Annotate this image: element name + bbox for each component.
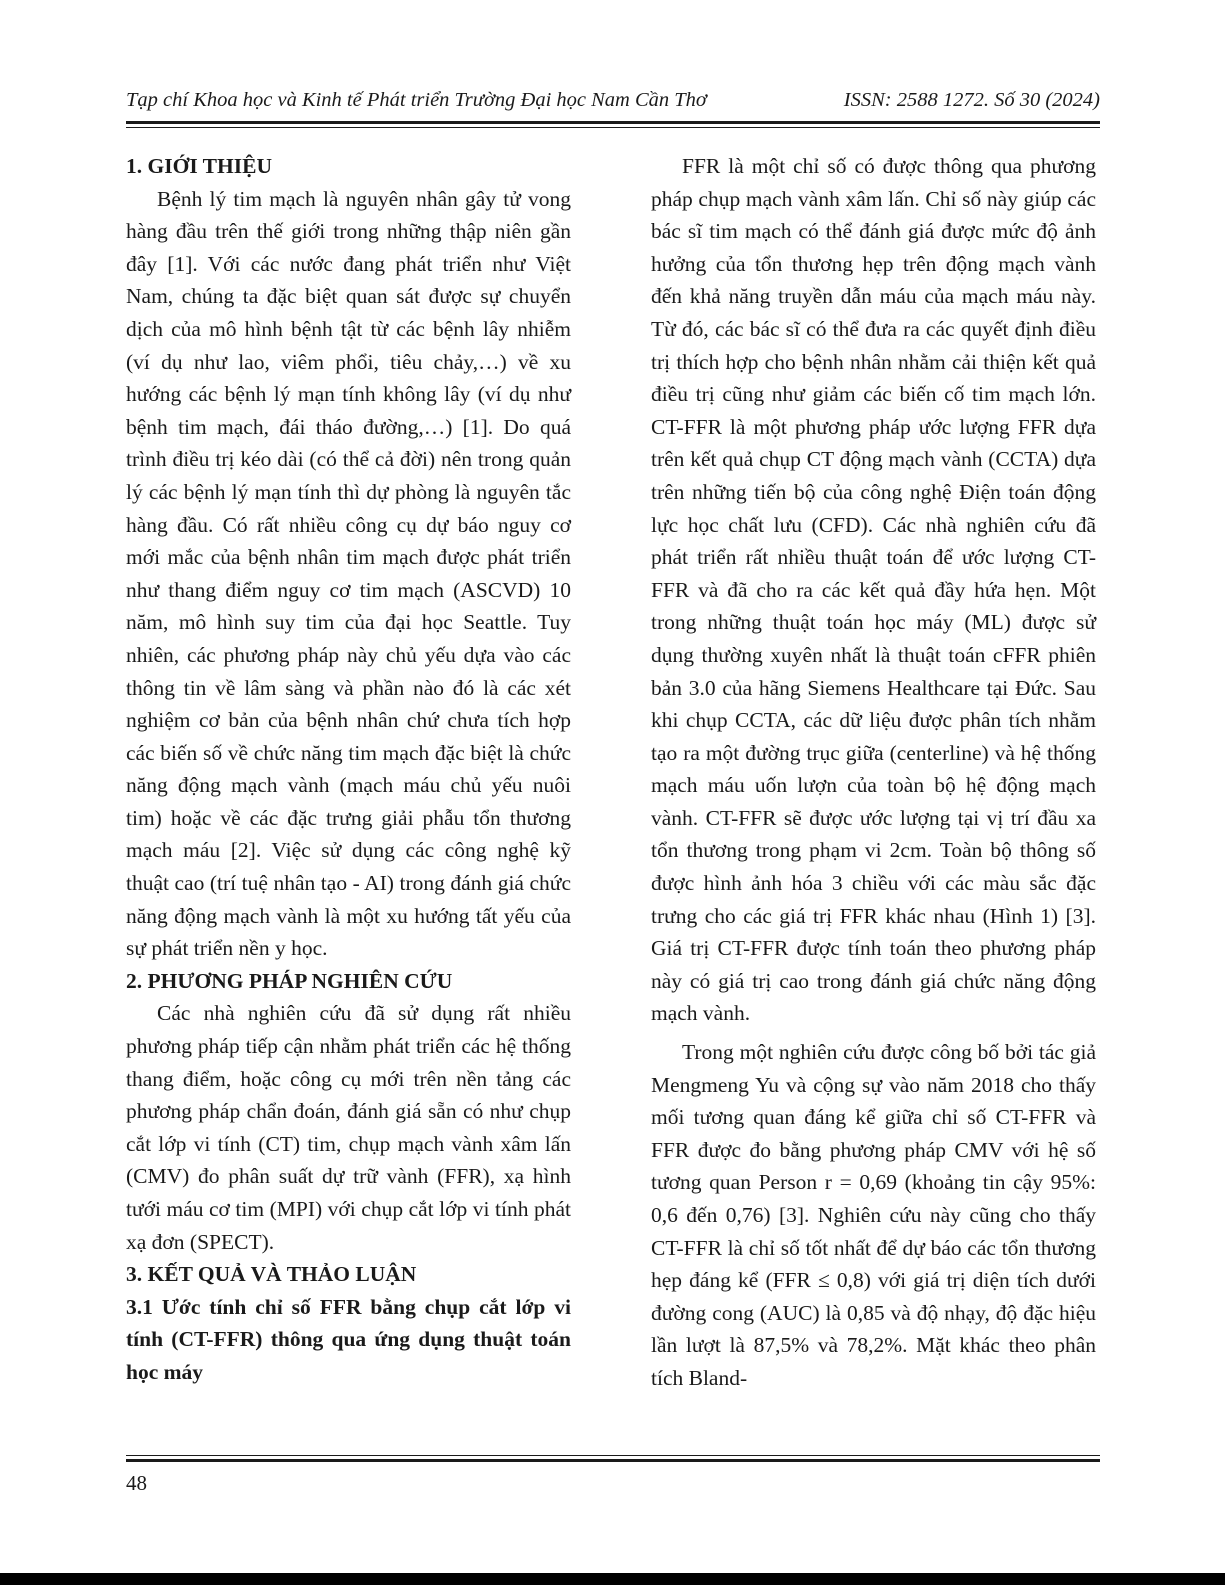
subsection-heading-ct-ffr: 3.1 Ước tính chỉ số FFR bằng chụp cắt lớp vi tính (CT-FFR) thông qua ứng dụng thuật toán học máy	[126, 1294, 571, 1384]
methods-paragraph: Các nhà nghiên cứu đã sử dụng rất nhiều phương pháp tiếp cận nhằm phát triển các hệ thống thang điểm, hoặc công cụ mới trên nền tảng các phương pháp chẩn đoán, đánh giá sẵn có như chụp cắt lớp vi tính (CT) tim, chụp mạch vành xâm lấn (CMV) đo phân suất dự trữ vành (FFR), xạ hình tưới máu cơ tim (MPI) với chụp cắt lớp vi tính phát xạ đơn (SPECT).	[126, 1001, 571, 1254]
section-heading-results: 3. KẾT QUẢ VÀ THẢO LUẬN	[126, 1262, 417, 1287]
section-heading-introduction: 1. GIỚI THIỆU	[126, 154, 272, 178]
right-column	[651, 150, 1096, 1395]
study-paragraph: Trong một nghiên cứu được công bố bởi tác giả Mengmeng Yu và cộng sự vào năm 2018 cho thấy mối tương quan đáng kể giữa chỉ số CT-FFR và FFR được đo bằng phương pháp CMV với hệ số tương quan Person r = 0,69 (khoảng tin cậy 95%: 0,6 đến 0,76) [3]. Nghiên cứu này cũng cho thấy CT-FFR là chỉ số tốt nhất để dự báo các tổn thương hẹp đáng kể (FFR ≤ 0,8) với giá trị diện tích dưới đường cong (AUC) là 0,85 và độ nhạy, độ đặc hiệu lần lượt là 87,5% và 78,2%. Mặt khác theo phân tích Bland-	[651, 1040, 1096, 1390]
footer-rule-thin	[126, 1455, 1100, 1456]
header-rule-thin	[126, 127, 1100, 128]
page-number: 48	[126, 1471, 147, 1495]
issn-label: ISSN: 2588 1272. Số 30 (2024)	[843, 89, 1100, 111]
section-heading-methods: 2. PHƯƠNG PHÁP NGHIÊN CỨU	[126, 968, 453, 993]
journal-title: Tạp chí Khoa học và Kinh tế Phát triển Trường Đại học Nam Cần Thơ	[126, 89, 707, 111]
bottom-edge-bar	[0, 1573, 1225, 1585]
ffr-paragraph: FFR là một chỉ số có được thông qua phương pháp chụp mạch vành xâm lấn. Chỉ số này giúp các bác sĩ tim mạch có thể đánh giá được mức độ ảnh hưởng của tổn thương hẹp trên động mạch vành đến khả năng truyền dẫn máu của mạch máu này. Từ đó, các bác sĩ có thể đưa ra các quyết định điều trị thích hợp cho bệnh nhân nhằm cải thiện kết quả điều trị cũng như giảm các biến cố tim mạch lớn. CT-FFR là một phương pháp ước lượng FFR dựa trên kết quả chụp CT động mạch vành (CCTA) dựa trên những tiến bộ của công nghệ Điện toán động lực học chất lưu (CFD). Các nhà nghiên cứu đã phát triển rất nhiều thuật toán để ước lượng CT-FFR và đã cho ra các kết quả đầy hứa hẹn. Một trong những thuật toán học máy (ML) được sử dụng thường xuyên nhất là thuật toán cFFR phiên bản 3.0 của hãng Siemens Healthcare tại Đức. Sau khi chụp CCTA, các dữ liệu được phân tích nhằm tạo ra một đường trục giữa (centerline) và hệ thống mạch máu uốn lượn của toàn bộ hệ động mạch vành. CT-FFR sẽ được ước lượng tại vị trí đầu xa tổn thương trong phạm vi 2cm. Toàn bộ thông số được hình ảnh hóa 3 chiều với các màu sắc đặc trưng cho các giá trị FFR khác nhau (Hình 1) [3]. Giá trị CT-FFR được tính toán theo phương pháp này có giá trị cao trong đánh giá chức năng động mạch vành.	[651, 154, 1096, 1026]
header-rule-thick	[126, 121, 1100, 124]
left-column	[126, 150, 571, 1389]
introduction-paragraph: Bệnh lý tim mạch là nguyên nhân gây tử vong hàng đầu trên thế giới trong những thập niên gần đây [1]. Với các nước đang phát triển như Việt Nam, chúng ta đặc biệt quan sát được sự chuyển dịch của mô hình bệnh tật từ các bệnh lây nhiễm (ví dụ như lao, viêm phổi, tiêu chảy,…) về xu hướng các bệnh lý mạn tính không lây (ví dụ như bệnh tim mạch, đái tháo đường,…) [1]. Do quá trình điều trị kéo dài (có thể cả đời) nên trong quản lý các bệnh lý mạn tính thì dự phòng là nguyên tắc hàng đầu. Có rất nhiều công cụ dự báo nguy cơ mới mắc của bệnh nhân tim mạch được phát triển như thang điểm nguy cơ tim mạch (ASCVD) 10 năm, mô hình suy tim của đại học Seattle. Tuy nhiên, các phương pháp này chủ yếu dựa vào các thông tin về lâm sàng và phần nào đó là các xét nghiệm cơ bản của bệnh nhân chứ chưa tích hợp các biến số về chức năng tim mạch đặc biệt là chức năng động mạch vành (mạch máu chủ yếu nuôi tim) hoặc về các đặc trưng giải phẫu tổn thương mạch máu [2]. Việc sử dụng các công nghệ kỹ thuật cao (trí tuệ nhân tạo - AI) trong đánh giá chức năng động mạch vành là một xu hướng tất yếu của sự phát triển nền y học.	[126, 186, 571, 961]
footer-rule-thick	[126, 1459, 1100, 1462]
